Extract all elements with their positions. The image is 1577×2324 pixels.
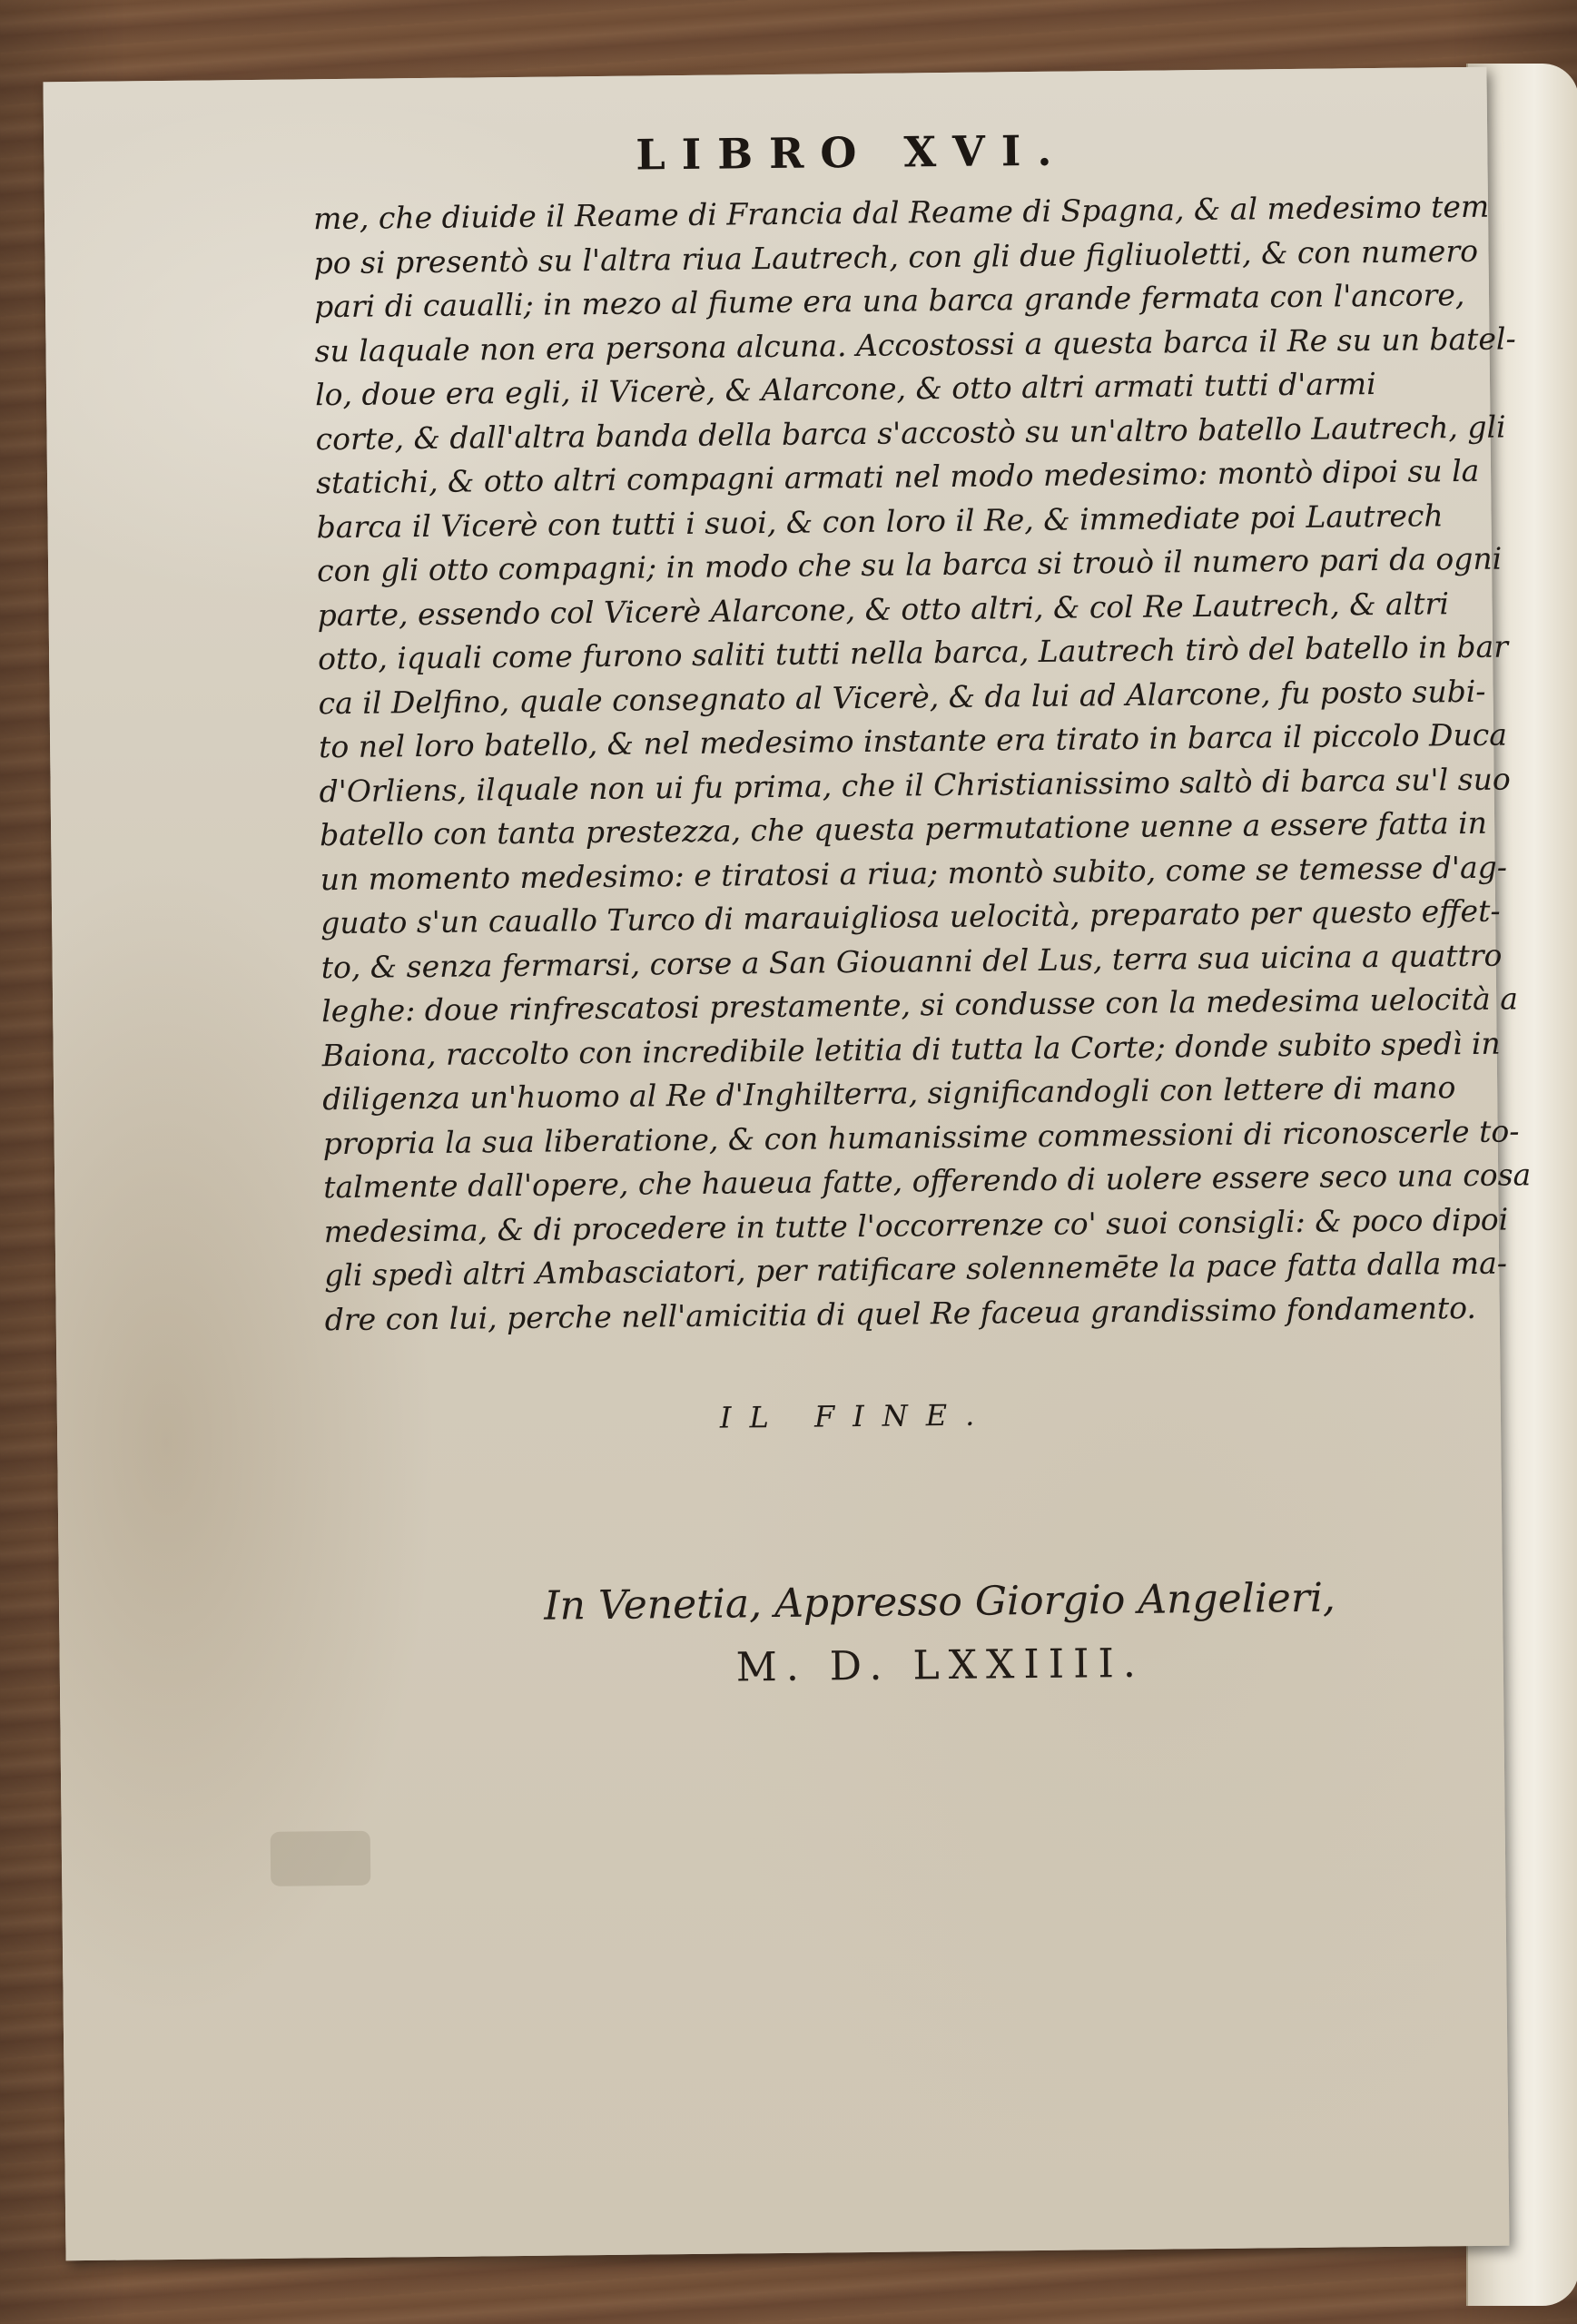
text-line: statichi, & otto altri compagni armati nel modo medesimo: montò dipoi su la — [315, 452, 1480, 501]
text-line: dre con lui, perche nell'amicitia di quel Re faceua grandissimo fondamento. — [324, 1289, 1477, 1337]
text-line: me, che diuide il Reame di Francia dal Reame di Spagna, & al medesimo tem — [312, 188, 1490, 237]
imprint — [486, 1566, 1395, 1702]
book-page — [43, 67, 1532, 2261]
text-line: otto, iquali come furono saliti tutti nella barca, Lautrech tirò del batello in bar — [317, 628, 1509, 677]
text-line: to nel loro batello, & nel medesimo instante era tirato in barca il piccolo Duca — [318, 716, 1508, 765]
text-line: barca il Vicerè con tutti i suoi, & con loro il Re, & immediate poi Lautrech — [316, 497, 1444, 545]
end-mark: IL FINE. — [719, 1397, 993, 1435]
imprint-publisher: In Venetia, Appresso Giorgio Angelieri, — [543, 1574, 1336, 1630]
text-line: ca il Delfino, quale consegnato al Vicerè, & da lui ad Alarcone, fu posto subi- — [318, 673, 1486, 721]
text-line: su laquale non era persona alcuna. Accostossi a questa barca il Re su un batel- — [314, 320, 1516, 369]
text-line: pari di caualli; in mezo al fiume era una barca grande fermata con l'ancore, — [313, 277, 1465, 325]
text-line: corte, & dall'altra banda della barca s'accostò su un'altro batello Lautrech, gli — [315, 409, 1506, 457]
text-line: po si presentò su l'altra riua Lautrech, con gli due figliuoletti, & con numero — [313, 232, 1479, 281]
text-line: guato s'un cauallo Turco di marauigliosa uelocità, preparato per questo effet- — [320, 892, 1501, 941]
imprint-date: M. D. LXXIIII. — [735, 1640, 1146, 1691]
text-line: con gli otto compagni; in modo che su la barca si trouò il numero pari da ogni — [316, 540, 1503, 589]
text-line: medesima, & di procedere in tutte l'occorrenze co' suoi consigli: & poco dipoi — [323, 1201, 1509, 1249]
text-line: leghe: doue rinfrescatosi prestamente, si condusse con la medesima uelocità a — [321, 980, 1519, 1029]
running-header: LIBRO XVI. — [636, 125, 1069, 180]
text-line: d'Orliens, ilquale non ui fu prima, che il Christianissimo saltò di barca su'l suo — [319, 761, 1511, 809]
body-text — [312, 184, 1532, 1342]
text-line: batello con tanta prestezza, che questa permutatione uenne a essere fatta in — [319, 804, 1488, 853]
text-line: un momento medesimo: e tiratosi a riua; montò subito, come se temesse d'ag- — [320, 849, 1508, 897]
text-line: lo, doue era egli, il Vicerè, & Alarcone, & otto altri armati tutti d'armi — [314, 366, 1376, 413]
text-line: talmente dall'opere, che haueua fatte, offerendo di uolere essere seco una cosa — [323, 1157, 1532, 1206]
paper-stain — [271, 1831, 371, 1886]
text-line: diligenza un'huomo al Re d'Inghilterra, significandogli con lettere di mano — [322, 1069, 1456, 1118]
text-line: gli spedì altri Ambasciatori, per ratificare solennemēte la pace fatta dalla ma- — [324, 1245, 1508, 1294]
text-line: propria la sua liberatione, & con humanissime commessioni di riconoscerle to- — [322, 1112, 1520, 1161]
text-line: Baiona, raccolto con incredibile letitia di tutta la Corte; donde subito spedì in — [321, 1025, 1501, 1073]
text-line: parte, essendo col Vicerè Alarcone, & otto altri, & col Re Lautrech, & altri — [317, 585, 1450, 633]
text-line: to, & senza fermarsi, corse a San Giouanni del Lus, terra sua uicina a quattro — [320, 937, 1503, 985]
